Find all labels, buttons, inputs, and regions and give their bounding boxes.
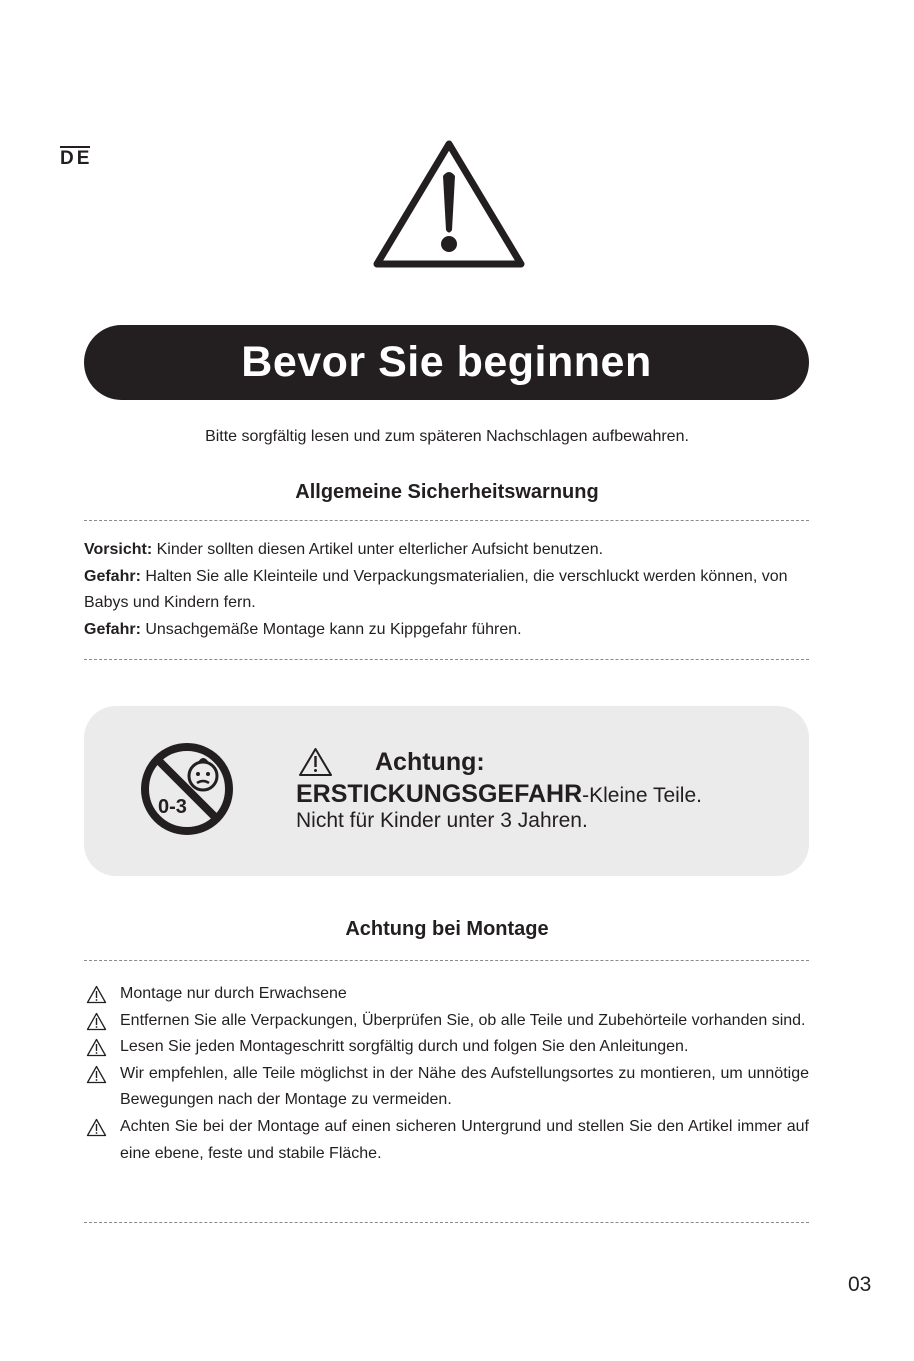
list-item bbox=[84, 981, 809, 1008]
choking-hazard-line bbox=[296, 780, 702, 809]
small-warning-triangle-icon bbox=[86, 985, 107, 1004]
assembly-item-text: Achten Sie bei der Montage auf einen sicheren Untergrund und stellen Sie den Artikel immer auf eine ebene, feste und stabile Fläche. bbox=[120, 1117, 809, 1162]
danger-text: Unsachgemäße Montage kann zu Kippgefahr führen. bbox=[140, 621, 522, 639]
banner-title: Bevor Sie beginnen bbox=[241, 338, 652, 386]
choking-age-note: Nicht für Kinder unter 3 Jahren. bbox=[296, 809, 588, 832]
title-banner bbox=[84, 325, 809, 400]
safety-item-danger-small-parts bbox=[84, 564, 809, 617]
divider bbox=[84, 659, 809, 660]
choking-title: Achtung: bbox=[375, 747, 485, 776]
choking-hazard-suffix: -Kleine Teile. bbox=[582, 784, 702, 807]
danger-label: Gefahr: bbox=[84, 621, 141, 639]
divider bbox=[84, 960, 809, 961]
small-warning-triangle-icon bbox=[86, 1118, 107, 1137]
warning-triangle-icon bbox=[298, 747, 333, 777]
assembly-list bbox=[84, 981, 809, 1167]
list-item bbox=[84, 1034, 809, 1061]
caution-label: Vorsicht: bbox=[84, 541, 153, 558]
danger-text: Halten Sie alle Kleinteile und Verpackungsmaterialien, die verschluckt werden können, von Babys und Kindern fern. bbox=[84, 567, 788, 612]
language-code: DE bbox=[60, 148, 93, 169]
danger-label: Gefahr: bbox=[84, 567, 141, 585]
list-item bbox=[84, 1061, 809, 1114]
general-safety-list bbox=[84, 537, 809, 644]
safety-item-caution bbox=[84, 537, 809, 564]
divider bbox=[84, 1222, 809, 1223]
divider bbox=[84, 520, 809, 521]
page-number: 03 bbox=[848, 1273, 872, 1296]
no-children-0-3-icon bbox=[139, 741, 235, 837]
assembly-item-text: Entfernen Sie alle Verpackungen, Überprüfen Sie, ob alle Teile und Zubehörteile vorhanden sind. bbox=[120, 1011, 806, 1029]
caution-text: Kinder sollten diesen Artikel unter elterlicher Aufsicht benutzen. bbox=[152, 541, 604, 558]
list-item bbox=[84, 1008, 809, 1035]
subtitle: Bitte sorgfältig lesen und zum späteren Nachschlagen aufbewahren. bbox=[205, 428, 689, 445]
warning-triangle-icon bbox=[373, 138, 525, 270]
list-item bbox=[84, 1114, 809, 1167]
general-safety-heading: Allgemeine Sicherheitswarnung bbox=[295, 481, 599, 503]
small-warning-triangle-icon bbox=[86, 1012, 107, 1031]
choking-hazard-label: ERSTICKUNGSGEFAHR bbox=[296, 780, 583, 808]
assembly-heading: Achtung bei Montage bbox=[345, 918, 549, 940]
assembly-item-text: Lesen Sie jeden Montageschritt sorgfältig durch und folgen Sie den Anleitungen. bbox=[120, 1038, 689, 1056]
assembly-item-text: Wir empfehlen, alle Teile möglichst in der Nähe des Aufstellungsortes zu montieren, um unnötige Bewegungen nach der Montage zu vermeiden. bbox=[120, 1064, 809, 1109]
safety-item-danger-tipping bbox=[84, 617, 809, 644]
choking-title-row bbox=[298, 745, 485, 779]
small-warning-triangle-icon bbox=[86, 1038, 107, 1057]
assembly-item-text: Montage nur durch Erwachsene bbox=[120, 985, 347, 1002]
small-warning-triangle-icon bbox=[86, 1065, 107, 1084]
age-label: 0-3 bbox=[158, 796, 187, 818]
